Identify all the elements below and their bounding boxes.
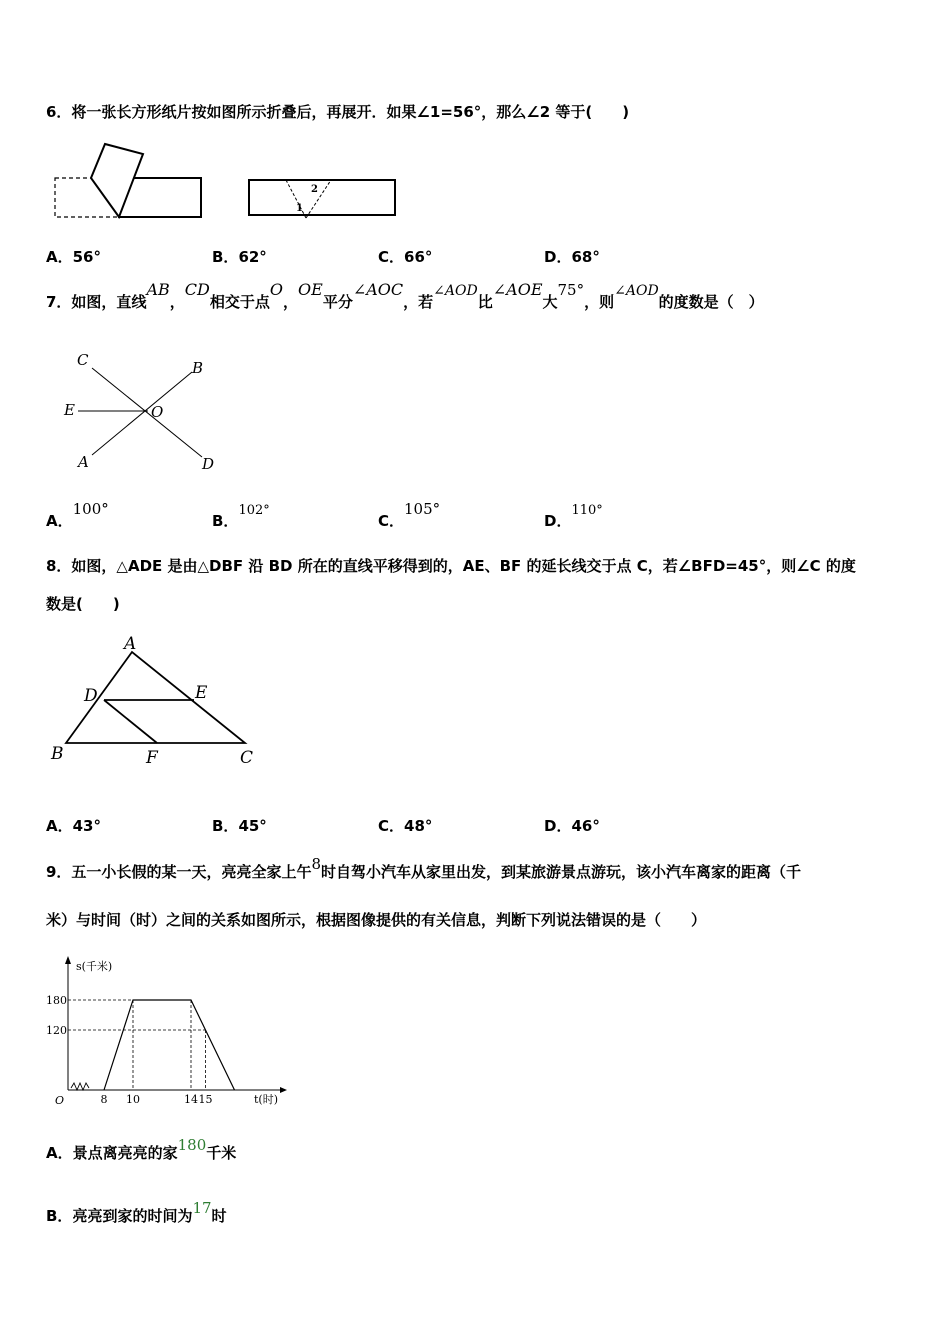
q8-figure (44, 630, 274, 770)
q7-label-d: D (202, 455, 215, 473)
q9-option-b[interactable]: B．亮亮到家的时间为17时 (46, 1199, 227, 1225)
q6-fold-line-2 (306, 180, 331, 218)
q6-figure (48, 140, 408, 225)
q6-folded-flap (91, 144, 143, 217)
q7-label-o: O (151, 403, 164, 421)
q7-math-75: 75° (557, 281, 585, 299)
q8-stem-line-2: 数是( ) (46, 595, 120, 613)
q6-option-a[interactable]: A．56° (46, 248, 101, 266)
q9-x-tick-14: 14 (184, 1093, 198, 1106)
q9-stem-line-1: 9．五一小长假的某一天，亮亮全家上午8时自驾小汽车从家里出发，到某旅游景点游玩，该小汽车离家的距离（千 (46, 855, 802, 881)
q8-option-b[interactable]: B．45° (212, 817, 267, 835)
q7-math-o: O (269, 280, 283, 299)
q6-option-c[interactable]: C．66° (378, 248, 433, 266)
q9-option-a[interactable]: A．景点离亮亮的家180千米 (46, 1136, 237, 1162)
q7-line-ab (92, 372, 192, 455)
q6-unfolded-rect (249, 180, 395, 215)
q8-label-f: F (146, 748, 158, 768)
q9-option-a-number: 180 (177, 1136, 207, 1154)
q7-math-oe: OE (298, 280, 323, 299)
q6-angle-1-label: 1 (296, 203, 303, 214)
q8-segment-df (104, 700, 157, 743)
q9-y-axis-arrow (65, 956, 71, 964)
q8-label-e: E (195, 683, 208, 703)
q9-x-tick-8: 8 (100, 1093, 108, 1106)
q8-option-c[interactable]: C．48° (378, 817, 433, 835)
q7-math-cd: CD (184, 280, 210, 299)
q6-option-d[interactable]: D．68° (544, 248, 600, 266)
q8-option-d[interactable]: D．46° (544, 817, 600, 835)
q7-option-b[interactable]: B．102° (212, 503, 270, 530)
q7-label-b: B (192, 359, 204, 377)
q9-num-8: 8 (311, 855, 321, 873)
q7-option-a[interactable]: A．100° (46, 500, 109, 530)
q8-label-d: D (84, 686, 98, 706)
q7-line-cd (92, 368, 202, 457)
q8-option-a[interactable]: A．43° (46, 817, 101, 835)
q8-stem-line-1: 8．如图，△ADE 是由△DBF 沿 BD 所在的直线平移得到的，AE、BF 的延长线交于点 C，若∠BFD=45°，则∠C 的度 (46, 557, 856, 575)
q7-math-aoc: ∠AOC (352, 280, 404, 299)
q9-y-axis-label: s(千米) (76, 960, 113, 973)
q9-distance-line (104, 1000, 235, 1090)
q6-option-b[interactable]: B．62° (212, 248, 267, 266)
q7-math-ab: AB (146, 280, 170, 299)
q7-label-e: E (64, 401, 75, 419)
q9-graph (40, 952, 300, 1114)
q8-label-a: A (124, 634, 137, 654)
q9-x-tick-15: 15 (198, 1093, 213, 1106)
q7-math-aod-1: ∠AOD (433, 283, 478, 299)
q6-angle-2-label: 2 (311, 184, 318, 195)
q7-option-d[interactable]: D．110° (544, 503, 603, 530)
q9-y-tick-180: 180 (46, 994, 67, 1007)
q7-label-a: A (78, 453, 89, 471)
q9-x-axis-arrow (280, 1087, 287, 1093)
q9-origin-label: O (55, 1094, 65, 1107)
q9-axis-break (71, 1083, 89, 1090)
q8-label-c: C (240, 748, 254, 768)
q9-option-b-number: 17 (192, 1199, 212, 1217)
q7-math-aod-2: ∠AOD (614, 283, 659, 299)
q8-label-b: B (51, 744, 64, 764)
q7-label-c: C (77, 351, 89, 369)
q7-stem: 7．如图，直线AB，CD相交于点O，OE平分∠AOC，若∠AOD比∠AOE大75°，则∠AOD的度数是（ ） (46, 280, 764, 311)
q7-math-aoe: ∠AOE (492, 280, 543, 299)
q9-y-tick-120: 120 (46, 1024, 67, 1037)
q7-figure (56, 345, 226, 475)
q6-stem: 6．将一张长方形纸片按如图所示折叠后，再展开．如果∠1=56°，那么∠2 等于( ) (46, 103, 630, 121)
q9-x-axis-label: t(时) (254, 1093, 279, 1106)
q9-x-tick-10: 10 (126, 1093, 140, 1106)
q7-option-c[interactable]: C．105° (378, 500, 441, 530)
q9-stem-line-2: 米）与时间（时）之间的关系如图所示，根据图像提供的有关信息，判断下列说法错误的是（ ） (46, 911, 707, 929)
